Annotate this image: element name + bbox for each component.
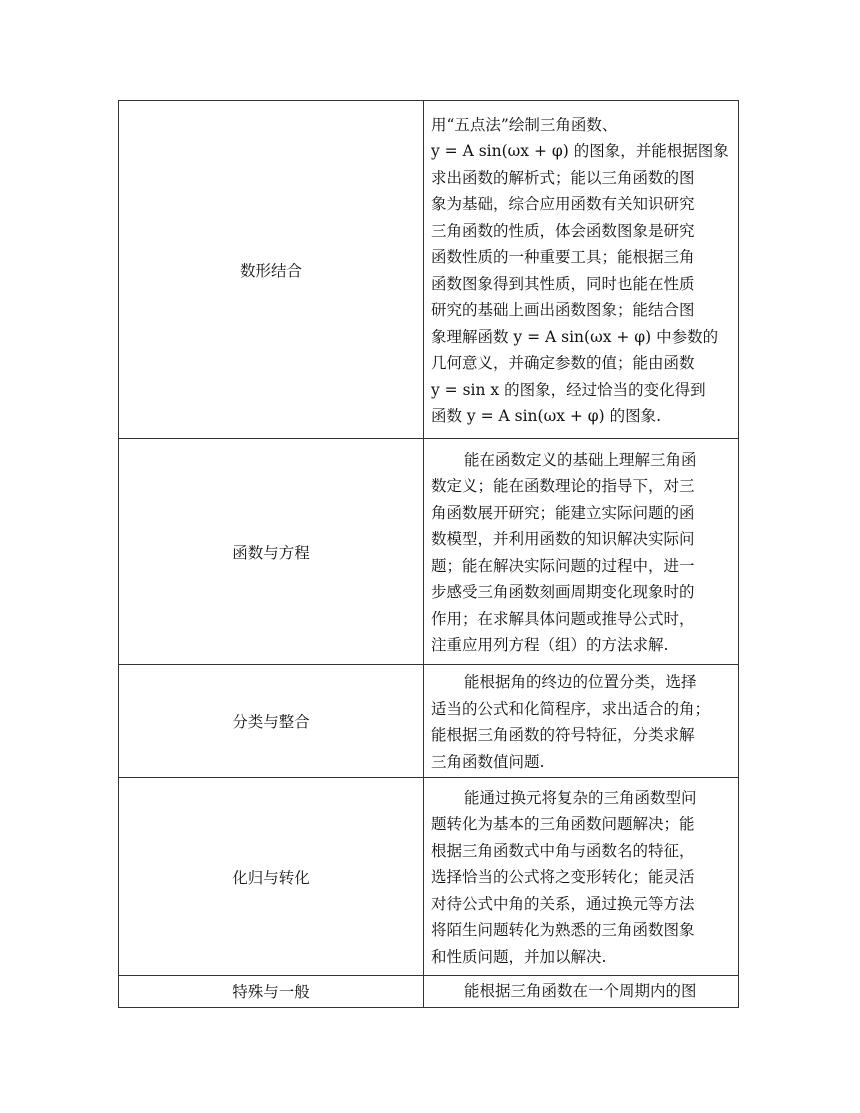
method-name: 函数与方程 bbox=[119, 439, 424, 665]
method-name: 分类与整合 bbox=[119, 665, 424, 778]
text-line: 能通过换元将复杂的三角函数型问 bbox=[464, 788, 697, 807]
text-line: 数定义；能在函数理论的指导下，对三 bbox=[431, 477, 695, 495]
text-line: 象理解函数 y = A sin(ωx + φ) 中参数的 bbox=[431, 327, 719, 346]
table-row bbox=[119, 976, 739, 1008]
text-line: 选择恰当的公式将之变形转化；能灵活 bbox=[431, 868, 695, 887]
text-line: 函数 y = A sin(ωx + φ) 的图象. bbox=[431, 407, 662, 425]
text-line: 三角函数的性质，体会函数图象是研究 bbox=[431, 221, 695, 240]
method-description bbox=[424, 976, 739, 1008]
method-name: 特殊与一般 bbox=[119, 976, 424, 1008]
text-line: 能根据三角函数的符号特征，分类求解 bbox=[431, 726, 695, 744]
text-line: 三角函数值问题. bbox=[431, 752, 545, 771]
method-name: 化归与转化 bbox=[119, 778, 424, 976]
text-line: 求出函数的解析式；能以三角函数的图 bbox=[431, 168, 695, 187]
text-line: 对待公式中角的关系，通过换元等方法 bbox=[431, 894, 695, 913]
text-line: 函数性质的一种重要工具；能根据三角 bbox=[431, 248, 695, 266]
text-line: 几何意义，并确定参数的值；能由函数 bbox=[431, 354, 695, 372]
text-line: 根据三角函数式中角与函数名的特征， bbox=[431, 841, 695, 860]
text-line: 能在函数定义的基础上理解三角函 bbox=[464, 450, 697, 469]
text-line: 能根据三角函数在一个周期内的图 bbox=[464, 982, 697, 1000]
text-line: 将陌生问题转化为熟悉的三角函数图象 bbox=[431, 921, 695, 940]
text-line: 象为基础，综合应用函数有关知识研究 bbox=[431, 195, 695, 213]
text-line: 和性质问题，并加以解决. bbox=[431, 947, 607, 966]
method-description bbox=[424, 439, 739, 665]
method-name: 数形结合 bbox=[119, 101, 424, 439]
text-line: y = sin x 的图象，经过恰当的变化得到 bbox=[431, 380, 706, 399]
text-line: 适当的公式和化简程序，求出适合的角； bbox=[431, 699, 711, 718]
thinking-methods-table bbox=[118, 100, 739, 1008]
text-line: 角函数展开研究；能建立实际问题的函 bbox=[431, 503, 695, 522]
text-line: 注重应用列方程（组）的方法求解. bbox=[431, 636, 669, 654]
text-line: 作用；在求解具体问题或推导公式时， bbox=[431, 609, 695, 628]
text-line: 能根据角的终边的位置分类，选择 bbox=[464, 673, 697, 691]
text-line: 数模型，并利用函数的知识解决实际问 bbox=[431, 530, 695, 548]
text-line: 题转化为基本的三角函数问题解决；能 bbox=[431, 815, 695, 834]
table-row bbox=[119, 778, 739, 976]
text-line: 题；能在解决实际问题的过程中，进一 bbox=[431, 556, 695, 575]
table-row bbox=[119, 101, 739, 439]
method-description bbox=[424, 665, 739, 778]
table-row bbox=[119, 665, 739, 778]
text-line: y = A sin(ωx + φ) 的图象，并能根据图象 bbox=[431, 142, 729, 160]
text-line: 用“五点法”绘制三角函数、 bbox=[431, 115, 618, 134]
text-line: 研究的基础上画出函数图象；能结合图 bbox=[431, 301, 695, 319]
method-description bbox=[424, 101, 739, 439]
method-description bbox=[424, 778, 739, 976]
text-line: 步感受三角函数刻画周期变化现象时的 bbox=[431, 583, 695, 601]
table-row bbox=[119, 439, 739, 665]
text-line: 函数图象得到其性质，同时也能在性质 bbox=[431, 274, 695, 293]
